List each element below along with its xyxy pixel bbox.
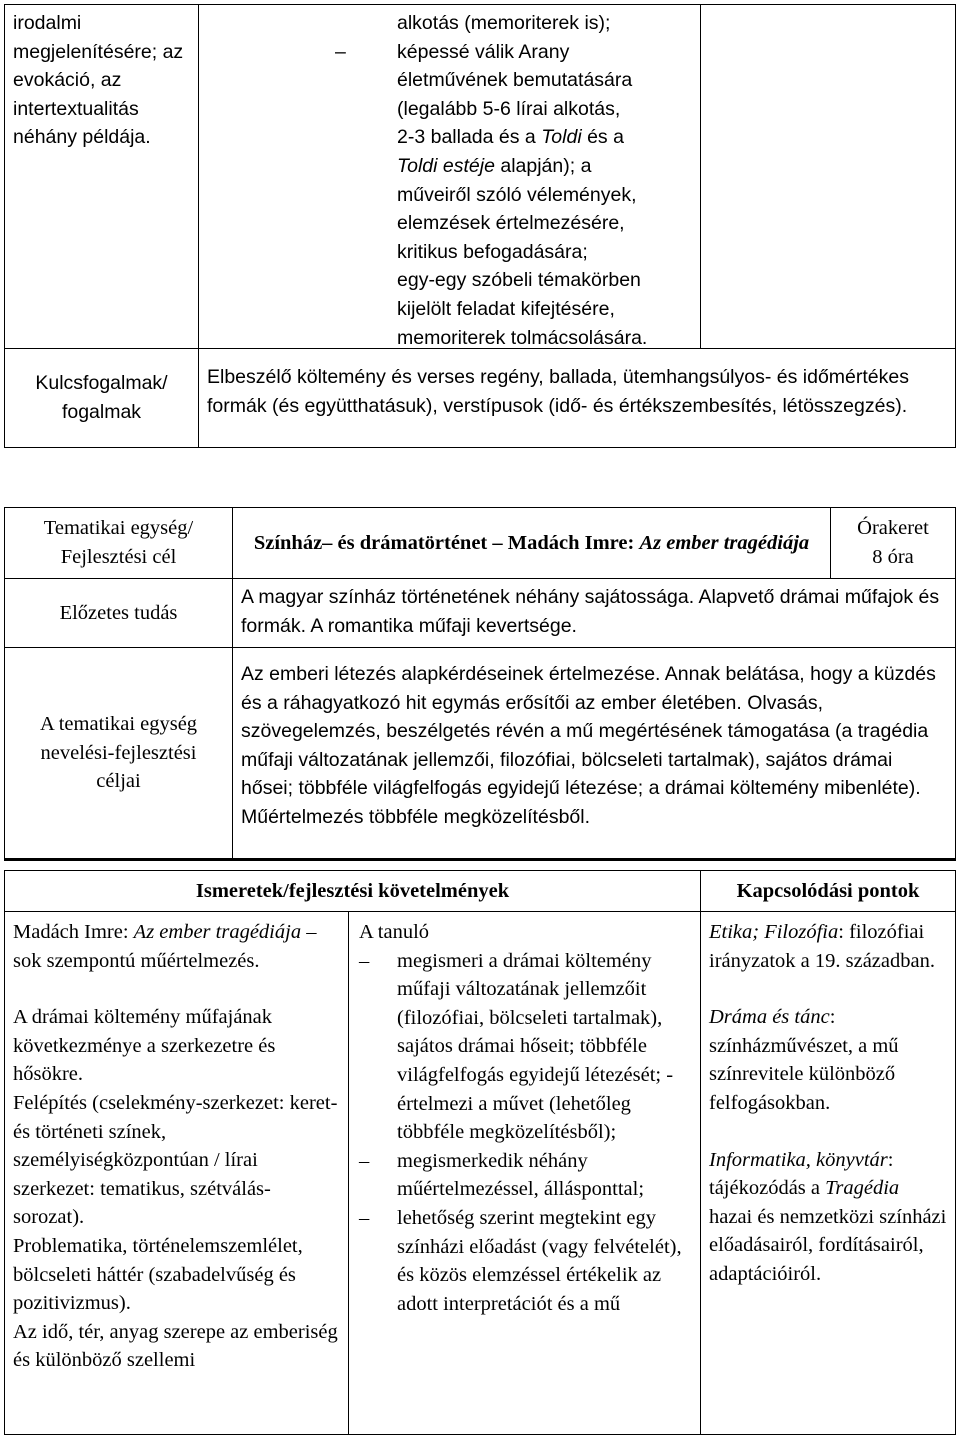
text-span: és a bbox=[581, 126, 624, 149]
t1-keyterms-label-cell bbox=[4, 348, 199, 448]
t1-row1-left-line: irodalmi megjelenítésére; az bbox=[13, 12, 184, 63]
t1-row1-left-line: evokáció, az intertextualitás bbox=[13, 69, 139, 120]
hours-value: 8 óra bbox=[872, 546, 914, 568]
t1-row1-right-cell bbox=[700, 4, 956, 349]
t2-unit-title-cell bbox=[232, 507, 831, 579]
t2-goals-label-cell bbox=[4, 647, 233, 861]
knowledge-p5: Az idő, tér, anyag szerepe az emberiség és különböző szellemi bbox=[13, 1320, 338, 1372]
keyterms-label: Kulcsfogalmak/ bbox=[35, 372, 168, 395]
t2-requirements-header-cell bbox=[4, 870, 701, 912]
student-requirement-text: megismeri a drámai költemény műfaji változatának jellemzőit (filozófiai, bölcseleti tartalmak), sajátos drámai hőseit; többféle világfelfogás egyidejű létezését; - értelmezi a művet (lehetőleg többféle megközelítésből); bbox=[397, 949, 674, 1144]
link-text-italic: Tragédia bbox=[825, 1177, 900, 1200]
link-text: színházművészet, a mű színrevitele különböző felfogásokban. bbox=[709, 1034, 899, 1114]
t2-prior-content-cell bbox=[232, 578, 956, 648]
unit-label: Fejlesztési cél bbox=[60, 546, 177, 568]
t2-student-cell bbox=[348, 911, 701, 1435]
italic-title: Az ember tragédiája bbox=[133, 921, 302, 943]
t1-mid-line: életművének bemutatására bbox=[397, 69, 633, 92]
t1-row1-left-cell bbox=[4, 4, 199, 349]
student-requirement-item bbox=[359, 947, 692, 1147]
link-entry bbox=[709, 1146, 947, 1289]
keyterms-content: Elbeszélő költemény és verses regény, ballada, ütemhangsúlyos- és időmértékes formák (és együtthatásuk), verstípusok (idő- és értékszembesítés, létösszegzés). bbox=[207, 366, 909, 417]
link-text: hazai és nemzetközi színházi előadásairól, fordításairól, adaptációiról. bbox=[709, 1205, 947, 1285]
colon: : bbox=[838, 921, 844, 943]
t2-links-cell bbox=[700, 911, 956, 1435]
unit-title bbox=[253, 529, 810, 558]
colon: : bbox=[829, 1006, 836, 1029]
student-intro: A tanuló bbox=[359, 921, 430, 943]
text-span: Madách Imre: bbox=[13, 921, 134, 943]
requirements-header: Ismeretek/fejlesztési követelmények bbox=[195, 879, 510, 902]
colon: : bbox=[887, 1148, 894, 1171]
knowledge-p2: A drámai költemény műfajának következménye a szerkezetre és hősökre. bbox=[13, 1006, 276, 1086]
student-requirement-text: lehetőség szerint megtekint egy színházi előadást (vagy felvételét), és közös elemzéssel értékelik az adott interpretációt és a mű bbox=[397, 1206, 682, 1315]
link-text: tájékozódás a bbox=[709, 1177, 826, 1200]
prior-content: A magyar színház történetének néhány sajátossága. Alapvető drámai műfajok és formák. A romantika műfaji kevertsége. bbox=[241, 586, 940, 637]
t1-row1-left-line: néhány példája. bbox=[13, 126, 151, 149]
goals-label: céljai bbox=[96, 770, 141, 793]
t1-mid-line: memoriterek tolmácsolására. bbox=[397, 326, 648, 349]
t1-mid-line: elemzések értelmezésére, bbox=[397, 212, 625, 235]
goals-label: nevelési-fejlesztési bbox=[40, 741, 197, 764]
dash-bullet: – bbox=[359, 1149, 370, 1172]
t1-mid-line bbox=[397, 152, 692, 181]
knowledge-p4: Problematika, történelemszemlélet, bölcseleti háttér (szabadelvűség és pozitivizmus). bbox=[13, 1234, 303, 1315]
t1-mid-line: műveiről szóló vélemények, bbox=[397, 183, 637, 206]
t1-mid-line: egy-egy szóbeli témakörben bbox=[397, 269, 641, 292]
t2-links-header-cell bbox=[700, 870, 956, 912]
unit-title-italic: Az ember tragédiája bbox=[639, 531, 810, 554]
link-entry bbox=[709, 1003, 947, 1117]
text-span: – sok szempontú műértelmezés. bbox=[13, 921, 317, 972]
link-entry bbox=[709, 918, 947, 975]
link-subject: Dráma és tánc bbox=[709, 1006, 830, 1029]
unit-label: Tematikai egység/ bbox=[43, 517, 194, 540]
student-requirements-list bbox=[359, 947, 692, 1319]
knowledge-p3: Felépítés (cselekmény-szerkezet: keret- és történeti színek, személyiségközpontúan / lírai szerkezet: tematikus, szétválás-sorozat). bbox=[13, 1091, 338, 1229]
dash-bullet: – bbox=[359, 1206, 370, 1229]
t2-knowledge-cell bbox=[4, 911, 349, 1435]
goals-label: A tematikai egység bbox=[39, 713, 198, 736]
t1-mid-line: képessé válik Arany bbox=[397, 40, 570, 63]
dash-bullet: – bbox=[359, 949, 370, 972]
link-subject: Informatika, könyvtár bbox=[709, 1148, 888, 1171]
hours-label: Órakeret bbox=[857, 517, 929, 540]
knowledge-p1 bbox=[13, 918, 340, 975]
t1-mid-line: kritikus befogadására; bbox=[397, 240, 588, 263]
t1-mid-line: kijelölt feladat kifejtésére, bbox=[397, 297, 615, 320]
t1-keyterms-content-cell bbox=[198, 348, 956, 448]
keyterms-label: fogalmak bbox=[61, 401, 142, 423]
t2-hours-cell bbox=[830, 507, 956, 579]
t2-prior-label-cell bbox=[4, 578, 233, 648]
link-subject: Etika; Filozófia bbox=[709, 921, 839, 943]
student-requirement-text: megismerkedik néhány műértelmezéssel, állásponttal; bbox=[397, 1149, 645, 1201]
text-span: 2-3 ballada és a bbox=[397, 126, 542, 149]
links-header: Kapcsolódási pontok bbox=[736, 879, 920, 902]
unit-title-text: Színház– és drámatörténet – Madách Imre: bbox=[253, 531, 640, 554]
prior-label: Előzetes tudás bbox=[59, 601, 178, 624]
goals-content: Az emberi létezés alapkérdéseinek értelmezése. Annak belátása, hogy a küzdés és a ráhagyatkozó hit egymás erősítői az ember életében. Olvasás, szövegelemzés, beszélgetés révén a mű megértésének támogatása (a tragédia műfaji változatának jellemzői, filozófiai, bölcseleti tartalmak), sajátos drámai hősei; többféle világfelfogás egyidejű létezése; a drámai költemény mibenléte). Műértelmezés többféle megközelítésből. bbox=[241, 663, 936, 828]
t2-goals-content-cell bbox=[232, 647, 956, 861]
t1-mid-line: (legalább 5-6 lírai alkotás, bbox=[397, 97, 621, 120]
italic-title: Toldi estéje bbox=[397, 154, 495, 177]
t2-unit-label-cell bbox=[4, 507, 233, 579]
t1-row1-middle-cell bbox=[198, 4, 701, 349]
t1-mid-line: alkotás (memoriterek is); bbox=[397, 12, 611, 34]
t1-mid-line bbox=[397, 123, 692, 152]
link-text: filozófiai irányzatok a 19. században. bbox=[709, 921, 935, 972]
student-requirement-item bbox=[359, 1147, 692, 1204]
text-span: alapján); a bbox=[494, 154, 592, 177]
student-requirement-item bbox=[359, 1204, 692, 1318]
italic-title: Toldi bbox=[541, 126, 582, 149]
dash-bullet: – bbox=[335, 40, 346, 63]
